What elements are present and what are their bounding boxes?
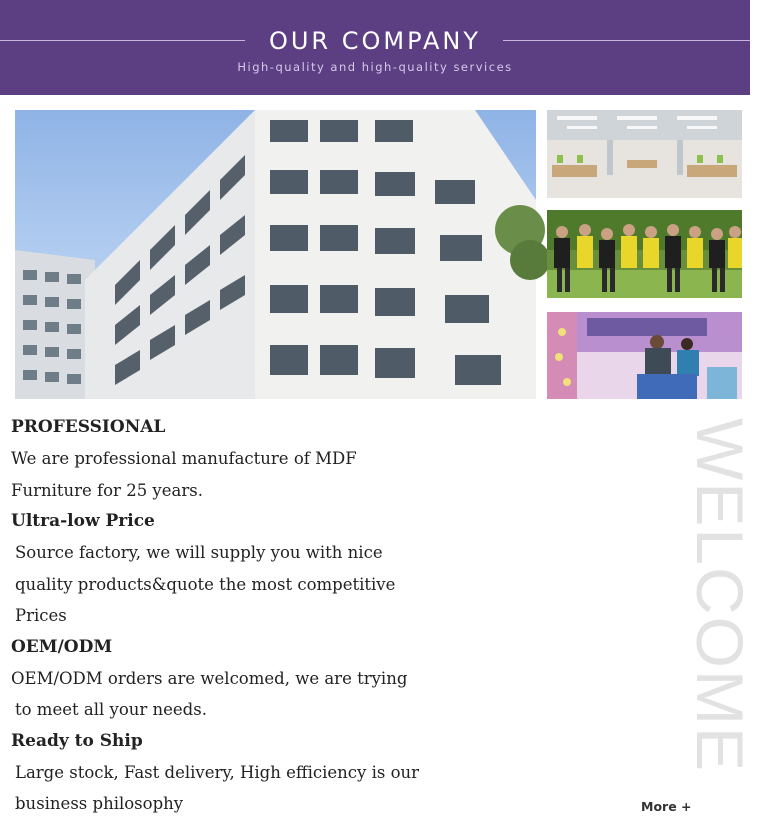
event-photo (547, 312, 742, 399)
section-ultra-low-price (11, 506, 431, 632)
section-text-line: Source factory, we will supply you with nice (15, 543, 383, 562)
section-oem-odm (11, 632, 431, 726)
company-description (11, 412, 431, 820)
section-text-line: We are professional manufacture of MDF (11, 449, 357, 468)
section-heading: PROFESSIONAL (11, 417, 166, 437)
section-heading: Ultra-low Price (11, 511, 155, 531)
section-heading: Ready to Ship (11, 730, 143, 751)
more-link[interactable]: More + (641, 799, 692, 814)
section-text-line: Prices (15, 606, 67, 625)
section-text-line: business philosophy (15, 794, 184, 813)
section-text-line: Furniture for 25 years. (11, 480, 203, 500)
section-text-line: Large stock, Fast delivery, High efficiency is our (15, 762, 420, 782)
section-ready-to-ship (11, 726, 431, 820)
welcome-text: WELCOME (683, 418, 757, 774)
section-professional (11, 412, 431, 506)
section-text-line: to meet all your needs. (15, 700, 207, 719)
section-heading: OEM/ODM (11, 636, 113, 657)
factory-building-photo (15, 110, 536, 399)
section-text-line: quality products&quote the most competitive (15, 574, 396, 594)
header-banner (0, 0, 750, 95)
welcome-watermark (683, 418, 757, 788)
page-subtitle: High-quality and high-quality services (237, 60, 513, 74)
page-title: OUR COMPANY (268, 27, 482, 55)
office-interior-photo (547, 110, 742, 198)
section-text-line: OEM/ODM orders are welcomed, we are trying (11, 668, 408, 688)
team-group-photo (547, 210, 742, 298)
